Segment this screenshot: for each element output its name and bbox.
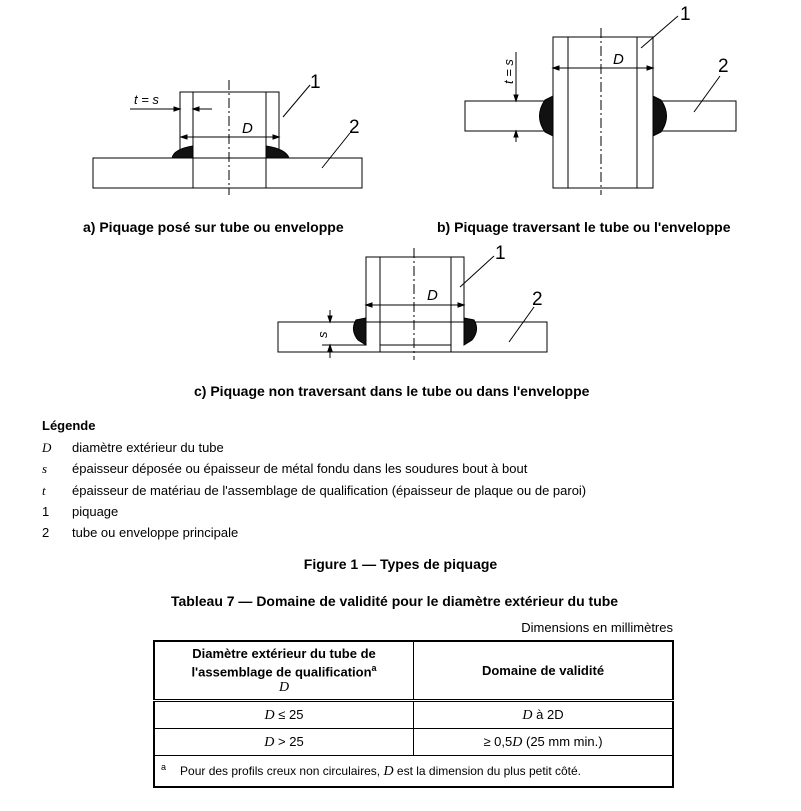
legend-item: s épaisseur déposée ou épaisseur de métal fondu dans les soudures bout à bout — [42, 461, 528, 476]
legend-item: D diamètre extérieur du tube — [42, 440, 224, 455]
fig-c-thickness-label: s — [315, 331, 330, 338]
fig-c-callout-1: 1 — [495, 243, 506, 264]
fig-b-thickness-label: t = s — [501, 59, 516, 84]
table-title: Tableau 7 — Domaine de validité pour le diamètre extérieur du tube — [171, 593, 619, 609]
legend-item: 2 tube ou enveloppe principale — [42, 525, 239, 540]
fig-a-diameter-label: D — [242, 120, 253, 137]
fig-a-caption: a) Piquage posé sur tube ou enveloppe — [83, 219, 344, 235]
table-row: D > 25 ≥ 0,5D (25 mm min.) — [154, 729, 673, 756]
fig-b-diameter-label: D — [613, 51, 624, 68]
weld-right — [464, 318, 477, 345]
fig-a-callout-1: 1 — [310, 72, 321, 93]
weld-left — [540, 96, 554, 136]
nozzle-outer — [366, 257, 464, 322]
main-plate — [93, 158, 362, 188]
fig-a-callout-2: 2 — [349, 117, 360, 138]
legend-item: t épaisseur de matériau de l'assemblage de qualification (épaisseur de plaque ou de paroi) — [42, 483, 587, 498]
fig-c-diameter-label: D — [427, 287, 438, 304]
table-row: D ≤ 25 D à 2D — [154, 701, 673, 729]
validity-table — [153, 640, 674, 788]
fig-c-caption: c) Piquage non traversant dans le tube ou dans l'enveloppe — [194, 383, 590, 399]
legend-title: Légende — [42, 418, 96, 433]
legend-item: 1 piquage — [42, 504, 119, 519]
weld-left — [353, 318, 366, 345]
fig-c-callout-2: 2 — [532, 289, 543, 310]
figure-c — [278, 248, 547, 360]
fig-a-thickness-label: t = s — [134, 92, 159, 107]
fig-b-caption: b) Piquage traversant le tube ou l'enveloppe — [437, 219, 731, 235]
header-diameter: Diamètre extérieur du tube de l'assemblage de qualification$^a$ D — [154, 641, 414, 701]
weld-right — [653, 96, 667, 136]
figure-b — [465, 16, 736, 195]
figure-title: Figure 1 — Types de piquage — [303, 556, 498, 572]
fig-b-callout-2: 2 — [718, 56, 729, 77]
fig-b-callout-1: 1 — [680, 4, 691, 25]
table-units: Dimensions en millimètres — [521, 620, 673, 635]
table-header-row — [154, 641, 673, 701]
figure-a-diagram — [0, 0, 801, 400]
header-validity: Domaine de validité — [414, 641, 674, 701]
table-footnote-row: $^a$ Pour des profils creux non circulaires, D est la dimension du plus petit côté. — [154, 756, 673, 788]
